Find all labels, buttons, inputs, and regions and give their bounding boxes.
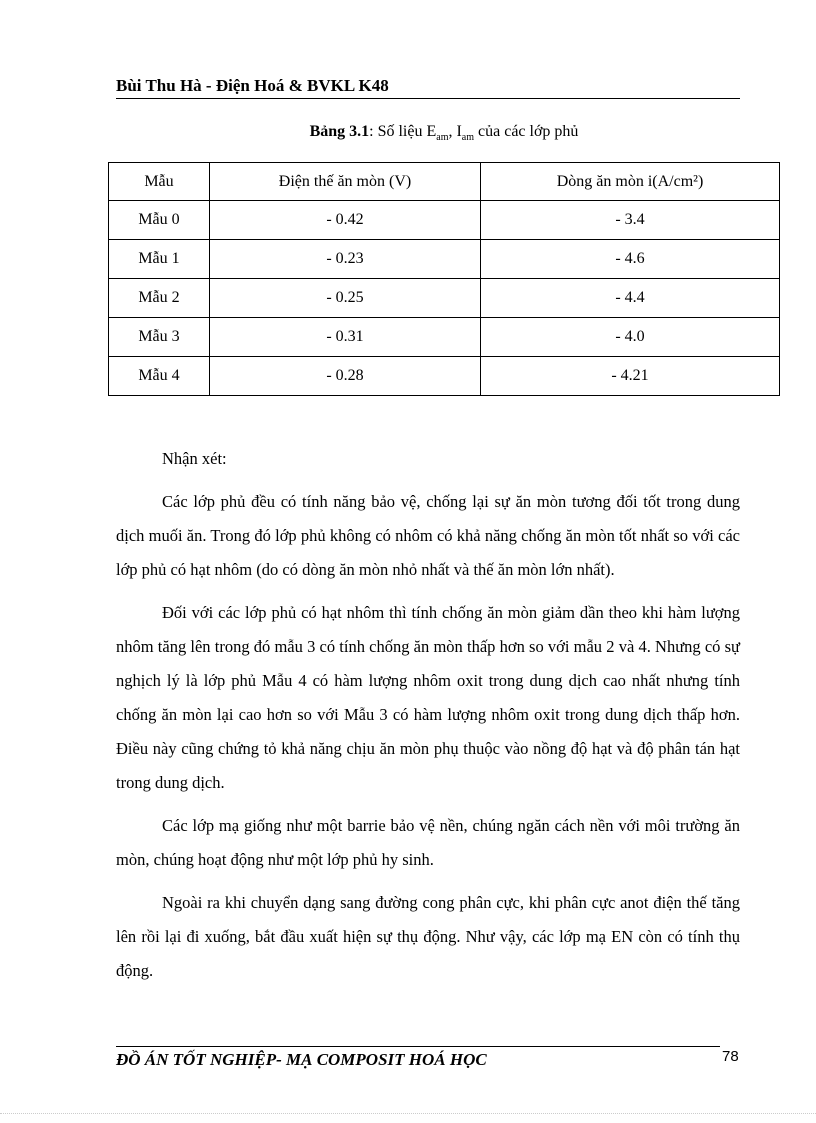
caption-sub-1: am bbox=[436, 132, 449, 144]
table-header-row bbox=[109, 163, 780, 201]
table-cell: - 4.6 bbox=[481, 240, 780, 279]
table-row bbox=[109, 201, 780, 240]
table-cell: - 4.4 bbox=[481, 279, 780, 318]
table-cell: Mẫu 2 bbox=[109, 279, 210, 318]
header-cell-current: Dòng ăn mòn i(A/cm²) bbox=[481, 163, 780, 201]
table-cell: - 0.23 bbox=[210, 240, 481, 279]
caption-text-3: của các lớp phủ bbox=[474, 123, 579, 140]
table-caption bbox=[108, 123, 780, 143]
paragraph: Ngoài ra khi chuyển dạng sang đường cong phân cực, khi phân cực anot điện thế tăng lên rồi lại đi xuống, bắt đầu xuất hiện sự thụ động. Như vậy, các lớp mạ EN còn có tính thụ động. bbox=[116, 893, 740, 980]
paragraph: Đối với các lớp phủ có hạt nhôm thì tính chống ăn mòn giảm dần theo khi hàm lượng nhôm tăng lên trong đó mẫu 3 có tính chống ăn mòn thấp hơn so với mẫu 2 và 4. Nhưng có sự nghịch lý là lớp phủ Mẫu 4 có hàm lượng nhôm oxit trong dung dịch cao nhất nhưng tính chống ăn mòn lại cao hơn so với Mẫu 3 có hàm lượng nhôm oxit trong dung dịch thấp hơn. Điều này cũng chứng tỏ khả năng chịu ăn mòn phụ thuộc vào nồng độ hạt và độ phân tán hạt trong dung dịch. bbox=[116, 603, 740, 792]
paragraph: Các lớp mạ giống như một barrie bảo vệ nền, chúng ngăn cách nền với môi trường ăn mòn, chúng hoạt động như một lớp phủ hy sinh. bbox=[116, 816, 740, 869]
remark-heading: Nhận xét: bbox=[162, 449, 227, 468]
page-number: 78 bbox=[722, 1048, 739, 1065]
table-row bbox=[109, 240, 780, 279]
header-cell-sample: Mẫu bbox=[109, 163, 210, 201]
table-cell: - 0.31 bbox=[210, 318, 481, 357]
table-cell: Mẫu 1 bbox=[109, 240, 210, 279]
table-cell: - 0.42 bbox=[210, 201, 481, 240]
page-edge-divider bbox=[0, 1113, 816, 1114]
table-row bbox=[109, 279, 780, 318]
table-cell: Mẫu 4 bbox=[109, 357, 210, 396]
table-cell: - 0.25 bbox=[210, 279, 481, 318]
table-cell: Mẫu 3 bbox=[109, 318, 210, 357]
paragraph: Các lớp phủ đều có tính năng bảo vệ, chống lại sự ăn mòn tương đối tốt trong dung dịch muối ăn. Trong đó lớp phủ không có nhôm có khả năng chống ăn mòn tốt nhất so với các lớp phủ có hạt nhôm (do có dòng ăn mòn nhỏ nhất và thế ăn mòn lớn nhất). bbox=[116, 492, 740, 579]
corrosion-data-table bbox=[108, 162, 780, 396]
footer-divider bbox=[116, 1046, 720, 1047]
table-cell: - 3.4 bbox=[481, 201, 780, 240]
header-cell-potential: Điện thế ăn mòn (V) bbox=[210, 163, 481, 201]
table-cell: - 4.21 bbox=[481, 357, 780, 396]
table-cell: Mẫu 0 bbox=[109, 201, 210, 240]
table-cell: - 0.28 bbox=[210, 357, 481, 396]
table-row bbox=[109, 357, 780, 396]
page-header: Bùi Thu Hà - Điện Hoá & BVKL K48 bbox=[116, 76, 740, 99]
caption-text-2: , I bbox=[448, 123, 462, 140]
caption-sub-2: am bbox=[461, 132, 475, 144]
body-text bbox=[116, 442, 740, 997]
table-cell: - 4.0 bbox=[481, 318, 780, 357]
table-row bbox=[109, 318, 780, 357]
footer-title: ĐỒ ÁN TỐT NGHIỆP- MẠ COMPOSIT HOÁ HỌC bbox=[116, 1050, 487, 1069]
caption-label: Bảng 3.1 bbox=[309, 123, 370, 140]
caption-text-1: : Số liệu E bbox=[369, 123, 437, 140]
